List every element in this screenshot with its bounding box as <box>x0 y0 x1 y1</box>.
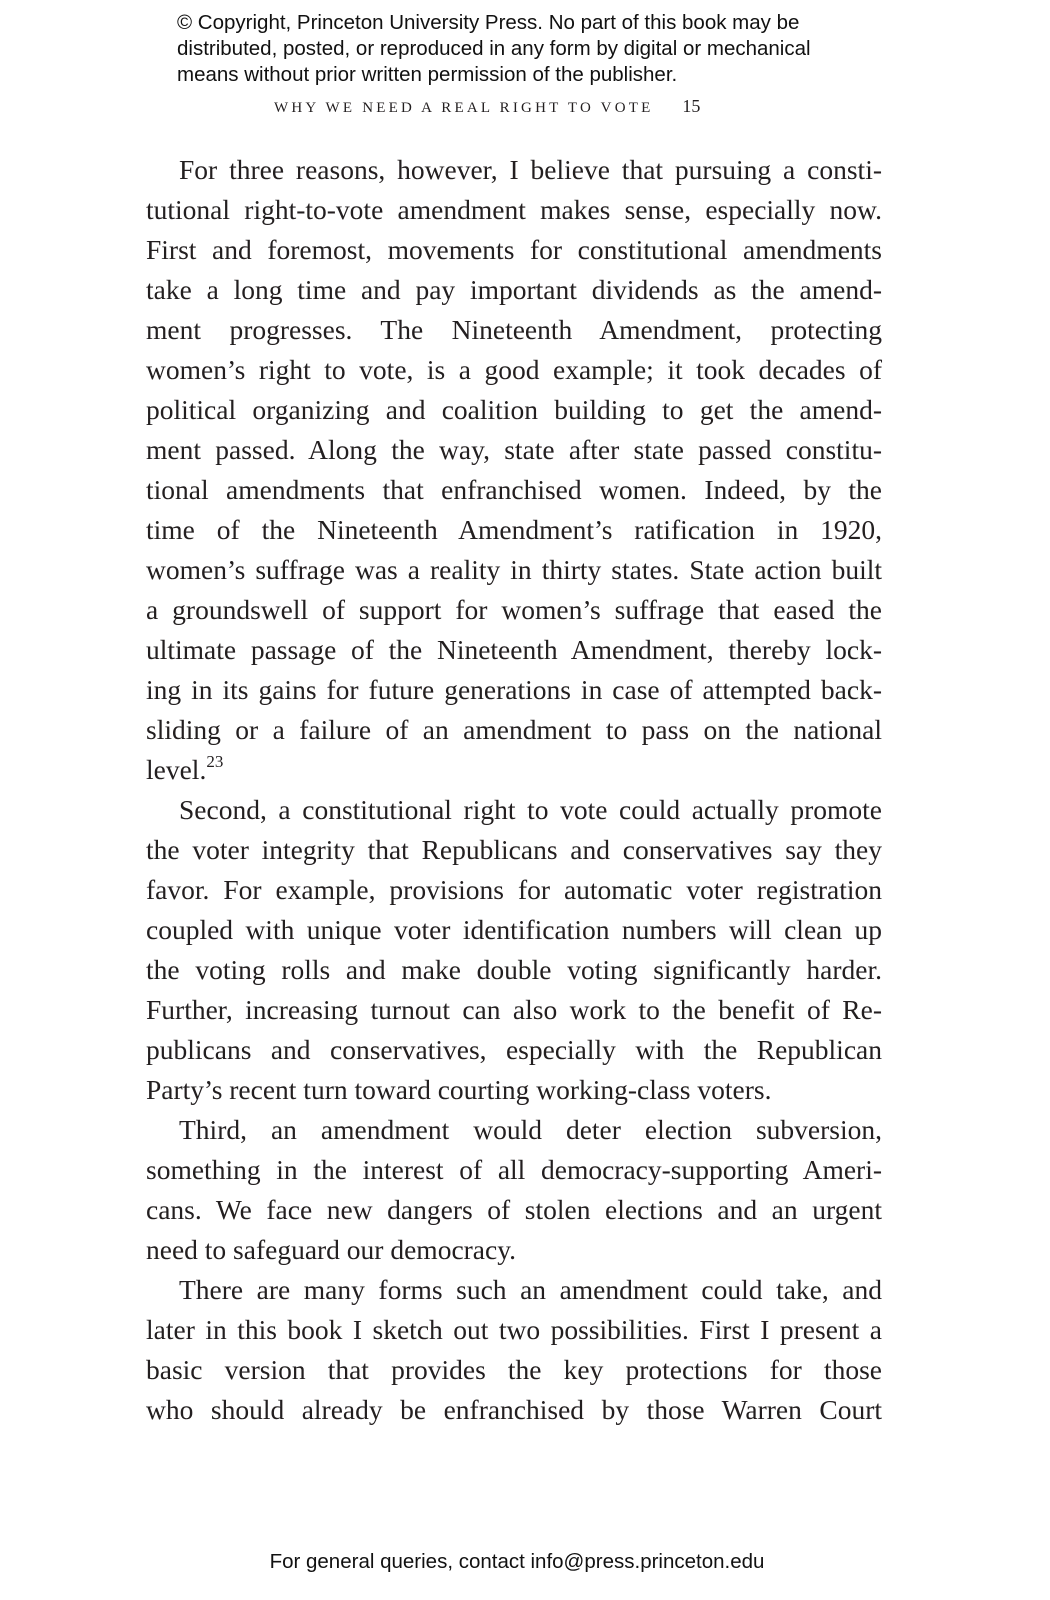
contact-text: For general queries, contact info@press.princeton.edu <box>269 1550 765 1573</box>
text-fragment: level. <box>146 754 207 785</box>
text-line: favor. For example, provisions for automatic voter registration <box>146 874 882 905</box>
paragraph <box>146 1270 882 1430</box>
text-line: For three reasons, however, I believe that pursuing a consti- <box>179 154 882 185</box>
paragraph <box>146 1110 882 1270</box>
running-head-title: WHY WE NEED A REAL RIGHT TO VOTE <box>274 100 654 116</box>
text-line: Third, an amendment would deter election subversion, <box>179 1114 882 1145</box>
text-line: time of the Nineteenth Amendment’s ratification in 1920, <box>146 514 882 545</box>
text-line: tional amendments that enfranchised women. Indeed, by the <box>146 474 882 505</box>
text-line: women’s suffrage was a reality in thirty states. State action built <box>146 554 882 585</box>
text-line: ultimate passage of the Nineteenth Amendment, thereby lock- <box>146 634 882 665</box>
text-line: who should already be enfranchised by those Warren Court <box>146 1394 882 1425</box>
text-line: basic version that provides the key protections for those <box>146 1354 882 1385</box>
running-head <box>274 96 700 117</box>
text-line: Further, increasing turnout can also work to the benefit of Re- <box>146 994 882 1025</box>
text-line: There are many forms such an amendment could take, and <box>179 1274 882 1305</box>
text-line: ing in its gains for future generations in case of attempted back- <box>146 674 882 705</box>
text-line: something in the interest of all democracy-supporting Ameri- <box>146 1154 882 1185</box>
copyright-notice <box>177 10 877 88</box>
text-line: ment passed. Along the way, state after state passed constitu- <box>146 434 882 465</box>
text-line: ment progresses. The Nineteenth Amendment, protecting <box>146 314 882 345</box>
text-line: sliding or a failure of an amendment to pass on the national <box>146 714 882 745</box>
copyright-line: means without prior written permission of the publisher. <box>177 63 678 86</box>
text-line: need to safeguard our democracy. <box>146 1234 517 1265</box>
paragraph <box>146 150 882 790</box>
text-line: later in this book I sketch out two possibilities. First I present a <box>146 1314 882 1345</box>
text-line: Second, a constitutional right to vote could actually promote <box>179 794 882 825</box>
body-text <box>146 150 882 1430</box>
text-line: First and foremost, movements for constitutional amendments <box>146 234 882 265</box>
text-line: publicans and conservatives, especially with the Republican <box>146 1034 882 1065</box>
paragraph <box>146 790 882 1110</box>
text-line: cans. We face new dangers of stolen elections and an urgent <box>146 1194 882 1225</box>
text-line: the voter integrity that Republicans and conservatives say they <box>146 834 882 865</box>
text-line: a groundswell of support for women’s suffrage that eased the <box>146 594 882 625</box>
page-number: 15 <box>682 96 701 116</box>
text-line: the voting rolls and make double voting significantly harder. <box>146 954 882 985</box>
text-line: coupled with unique voter identification numbers will clean up <box>146 914 882 945</box>
text-line: tutional right-to-vote amendment makes sense, especially now. <box>146 194 882 225</box>
copyright-line: © Copyright, Princeton University Press. No part of this book may be <box>177 11 800 34</box>
copyright-line: distributed, posted, or reproduced in any form by digital or mechanical <box>177 37 811 60</box>
footer-notice <box>0 1550 1050 1574</box>
text-line: take a long time and pay important dividends as the amend- <box>146 274 882 305</box>
text-line <box>146 750 882 790</box>
text-line: political organizing and coalition building to get the amend- <box>146 394 882 425</box>
footnote-reference[interactable]: 23 <box>206 752 224 771</box>
text-line: Party’s recent turn toward courting working-class voters. <box>146 1074 772 1105</box>
text-line: women’s right to vote, is a good example; it took decades of <box>146 354 882 385</box>
